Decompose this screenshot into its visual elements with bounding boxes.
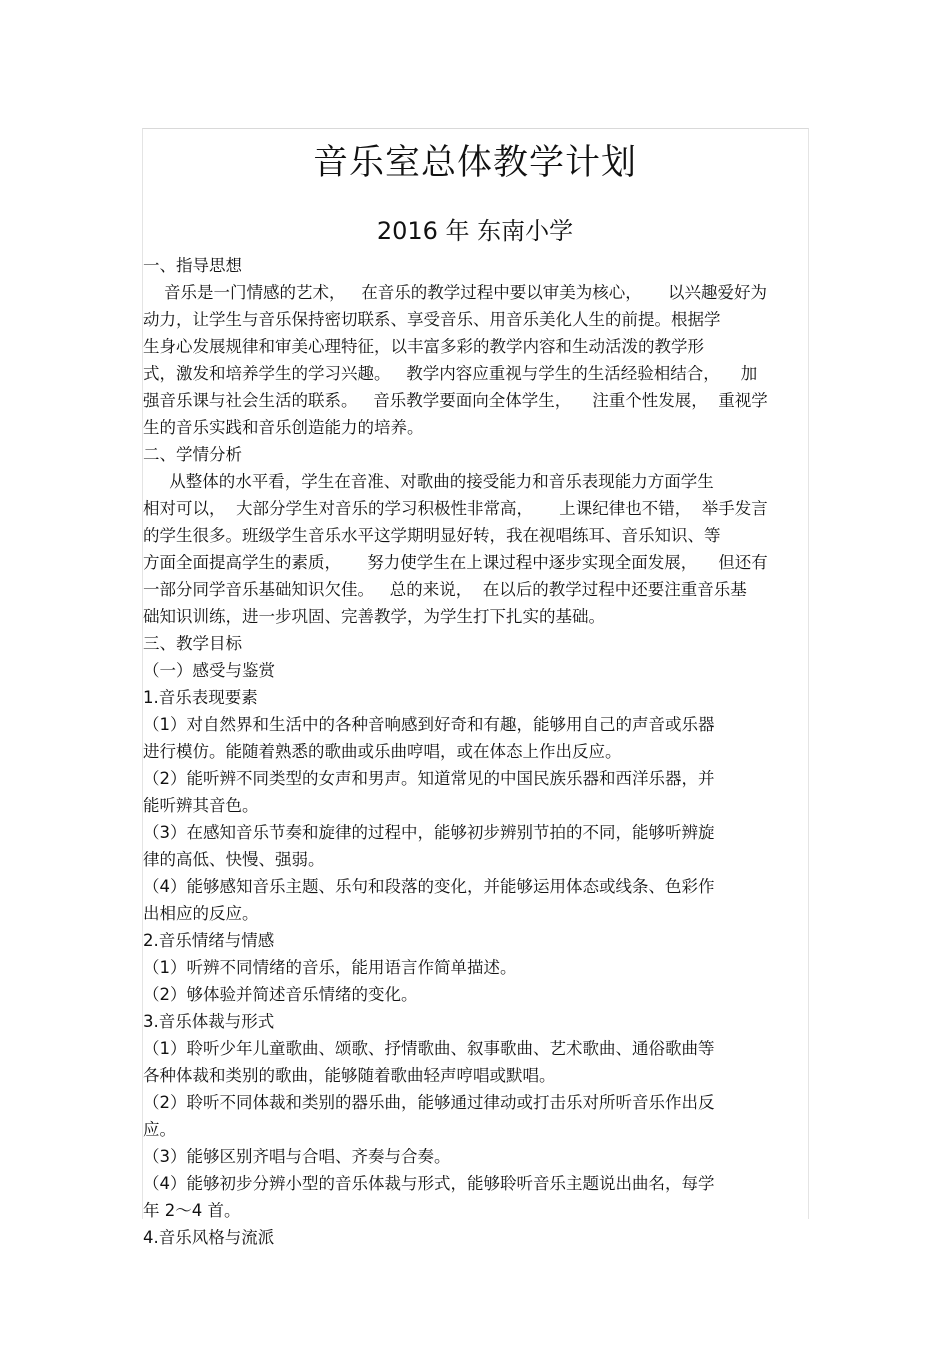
text-line: 1.音乐表现要素 xyxy=(143,688,258,707)
text-line: （2）够体验并简述音乐情绪的变化。 xyxy=(143,985,418,1004)
text-line: （1）聆听少年儿童歌曲、颂歌、抒情歌曲、叙事歌曲、艺术歌曲、通俗歌曲等 xyxy=(143,1039,715,1058)
text-line: 三、教学目标 xyxy=(143,634,242,653)
text-line: （1）对自然界和生活中的各种音响感到好奇和有趣，能够用自己的声音或乐器 xyxy=(143,715,715,734)
document-subtitle: 2016 年 东南小学 xyxy=(376,217,574,245)
text-line: （3）能够区别齐唱与合唱、齐奏与合奏。 xyxy=(143,1147,451,1166)
text-line: （4）能够初步分辨小型的音乐体裁与形式，能够聆听音乐主题说出曲名，每学 xyxy=(143,1174,715,1193)
text-line: 4.音乐风格与流派 xyxy=(143,1228,275,1247)
text-line: 进行模仿。能随着熟悉的歌曲或乐曲哼唱，或在体态上作出反应。 xyxy=(143,742,622,761)
text-line: 一、指导思想 xyxy=(143,256,242,275)
document-body xyxy=(143,130,807,1251)
text-line: （2）聆听不同体裁和类别的器乐曲，能够通过律动或打击乐对所听音乐作出反 xyxy=(143,1093,715,1112)
text-line: （1）听辨不同情绪的音乐，能用语言作简单描述。 xyxy=(143,958,517,977)
text-line: 动力，让学生与音乐保持密切联系、享受音乐、用音乐美化人生的前提。根据学 xyxy=(143,310,721,329)
text-line: 生身心发展规律和审美心理特征，以丰富多彩的教学内容和生动活泼的教学形 xyxy=(143,337,704,356)
text-line: 3.音乐体裁与形式 xyxy=(143,1012,275,1031)
text-line: 生的音乐实践和音乐创造能力的培养。 xyxy=(143,418,424,437)
text-line: 音乐是一门情感的艺术， 在音乐的教学过程中要以审美为核心， 以兴趣爱好为 xyxy=(143,283,767,302)
text-line: 一部分同学音乐基础知识欠佳。 总的来说， 在以后的教学过程中还要注重音乐基 xyxy=(143,580,747,599)
text-line: 年 2～4 首。 xyxy=(143,1201,241,1220)
text-line: （一）感受与鉴赏 xyxy=(143,661,275,680)
text-line: 的学生很多。班级学生音乐水平这学期明显好转，我在视唱练耳、音乐知识、等 xyxy=(143,526,721,545)
text-line: 出相应的反应。 xyxy=(143,904,259,923)
text-line: 2.音乐情绪与情感 xyxy=(143,931,275,950)
text-line: 应。 xyxy=(143,1120,176,1139)
text-line: 从整体的水平看，学生在音准、对歌曲的接受能力和音乐表现能力方面学生 xyxy=(143,472,714,491)
text-line: 方面全面提高学生的素质， 努力使学生在上课过程中逐步实现全面发展， 但还有 xyxy=(143,553,768,572)
text-line: （2）能听辨不同类型的女声和男声。知道常见的中国民族乐器和西洋乐器，并 xyxy=(143,769,715,788)
document-text xyxy=(143,252,807,1251)
text-line: 强音乐课与社会生活的联系。 音乐教学要面向全体学生， 注重个性发展， 重视学 xyxy=(143,391,768,410)
text-line: 律的高低、快慢、强弱。 xyxy=(143,850,325,869)
text-line: （3）在感知音乐节奏和旋律的过程中，能够初步辨别节拍的不同，能够听辨旋 xyxy=(143,823,715,842)
text-line: 二、学情分析 xyxy=(143,445,242,464)
text-line: 各种体裁和类别的歌曲，能够随着歌曲轻声哼唱或默唱。 xyxy=(143,1066,556,1085)
text-line: 式，激发和培养学生的学习兴趣。 教学内容应重视与学生的生活经验相结合， 加 xyxy=(143,364,758,383)
text-line: 能听辨其音色。 xyxy=(143,796,259,815)
text-line: （4）能够感知音乐主题、乐句和段落的变化，并能够运用体态或线条、色彩作 xyxy=(143,877,715,896)
text-line: 相对可以， 大部分学生对音乐的学习积极性非常高， 上课纪律也不错， 举手发言 xyxy=(143,499,768,518)
text-line: 础知识训练，进一步巩固、完善教学，为学生打下扎实的基础。 xyxy=(143,607,605,626)
document-title: 音乐室总体教学计划 xyxy=(312,143,637,183)
